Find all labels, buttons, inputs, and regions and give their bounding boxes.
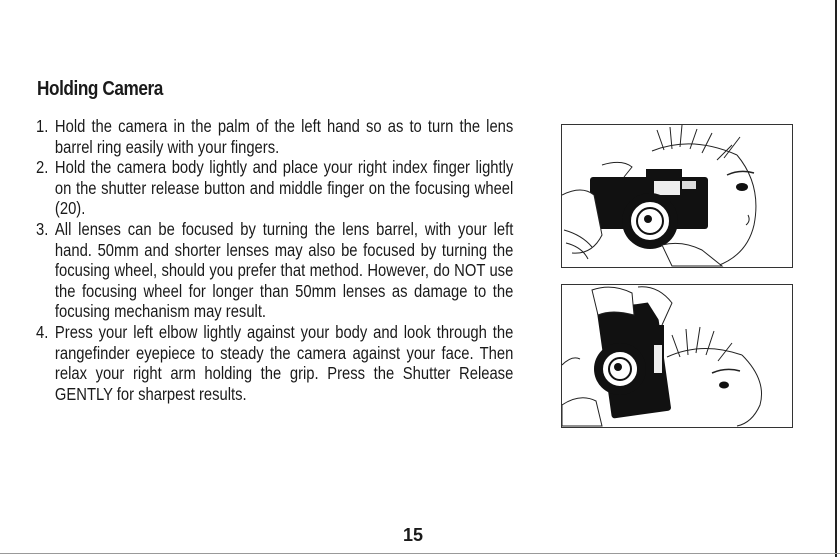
step-number: 1. [36,116,49,136]
step-text: All lenses can be focused by turning the lens barrel, with your left hand. 50mm and shorter lenses may also be focused by turning the focusing wheel, should you prefer that method. However, do NOT use the focusing wheel for longer than 50mm lenses as damage to the focusing mechanism may result. [54,218,514,322]
instruction-step [36,116,513,157]
instruction-step [36,219,513,322]
instruction-list [36,116,513,404]
instruction-step [36,322,513,404]
illustration-vertical-hold [561,284,793,428]
step-number: 4. [36,321,49,342]
step-text: Hold the camera body lightly and place your right index finger lightly on the shutter release button and middle finger on the focusing wheel (20). [54,157,514,219]
horizontal-hold-drawing [562,125,792,267]
instruction-step [36,157,513,219]
section-title: Holding Camera [37,78,163,100]
page-number: 15 [403,525,424,545]
page-edge-right [835,0,837,557]
illustration-horizontal-hold [561,124,793,268]
page-edge-bottom [0,553,840,554]
step-number: 3. [36,218,49,239]
vertical-hold-drawing [562,285,792,427]
step-number: 2. [36,157,49,178]
step-text: Hold the camera in the palm of the left hand so as to turn the lens barrel ring easily with your fingers. [54,116,514,157]
step-text: Press your left elbow lightly against your body and look through the rangefinder eyepiece to steady the camera against your face. Then relax your right arm holding the grip. Press the Shutter Release GENTLY for sharpest results. [54,321,514,404]
